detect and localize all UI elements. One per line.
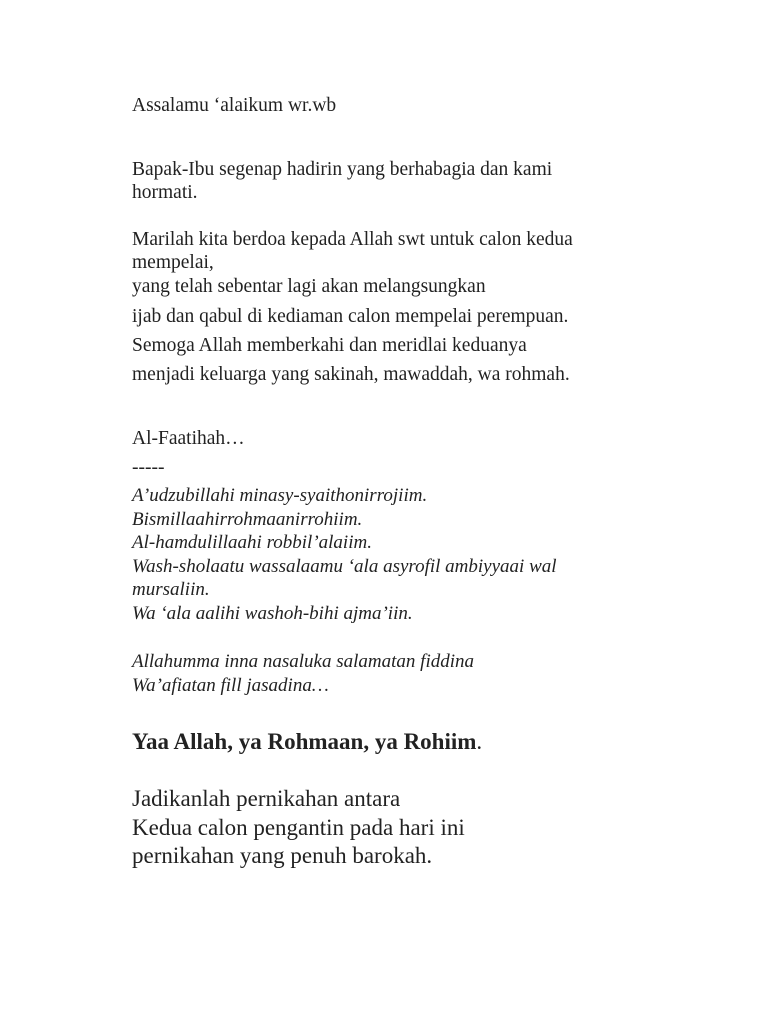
- invocation-period: .: [476, 729, 483, 754]
- address-line-2: hormati.: [132, 182, 198, 203]
- fatihah-separator: -----: [132, 457, 165, 478]
- opening-prayer-line: A’udzubillahi minasy-syaithonirrojiim.: [132, 485, 428, 506]
- invitation-line: yang telah sebentar lagi akan melangsungkan: [132, 276, 486, 297]
- invitation-line: Marilah kita berdoa kepada Allah swt untuk calon kedua: [132, 229, 573, 250]
- petition-line: Wa’afiatan fill jasadina…: [132, 675, 329, 696]
- opening-prayer-line: Bismillaahirrohmaanirrohiim.: [132, 509, 363, 530]
- opening-prayer-line: Al-hamdulillaahi robbil’alaiim.: [132, 532, 372, 553]
- opening-prayer-line: mursaliin.: [132, 579, 210, 600]
- fatihah-heading: Al-Faatihah…: [132, 428, 245, 449]
- petition-line: Allahumma inna nasaluka salamatan fiddina: [132, 651, 474, 672]
- invitation-line: ijab dan qabul di kediaman calon mempelai perempuan.: [132, 306, 569, 327]
- invocation-text: Yaa Allah, ya Rohmaan, ya Rohiim: [132, 729, 477, 754]
- invitation-line: menjadi keluarga yang sakinah, mawaddah, wa rohmah.: [132, 364, 570, 385]
- closing-line: Kedua calon pengantin pada hari ini: [132, 815, 465, 840]
- invocation-heading: [132, 728, 482, 756]
- opening-prayer-line: Wash-sholaatu wassalaamu ‘ala asyrofil ambiyyaai wal: [132, 556, 557, 577]
- closing-line: pernikahan yang penuh barokah.: [132, 843, 433, 868]
- invitation-line: mempelai,: [132, 252, 214, 273]
- closing-line: Jadikanlah pernikahan antara: [132, 786, 401, 811]
- invitation-line: Semoga Allah memberkahi dan meridlai keduanya: [132, 335, 527, 356]
- greeting: Assalamu ‘alaikum wr.wb: [132, 95, 337, 116]
- opening-prayer-line: Wa ‘ala aalihi washoh-bihi ajma’iin.: [132, 603, 413, 624]
- address-line-1: Bapak-Ibu segenap hadirin yang berhabagia dan kami: [132, 159, 553, 180]
